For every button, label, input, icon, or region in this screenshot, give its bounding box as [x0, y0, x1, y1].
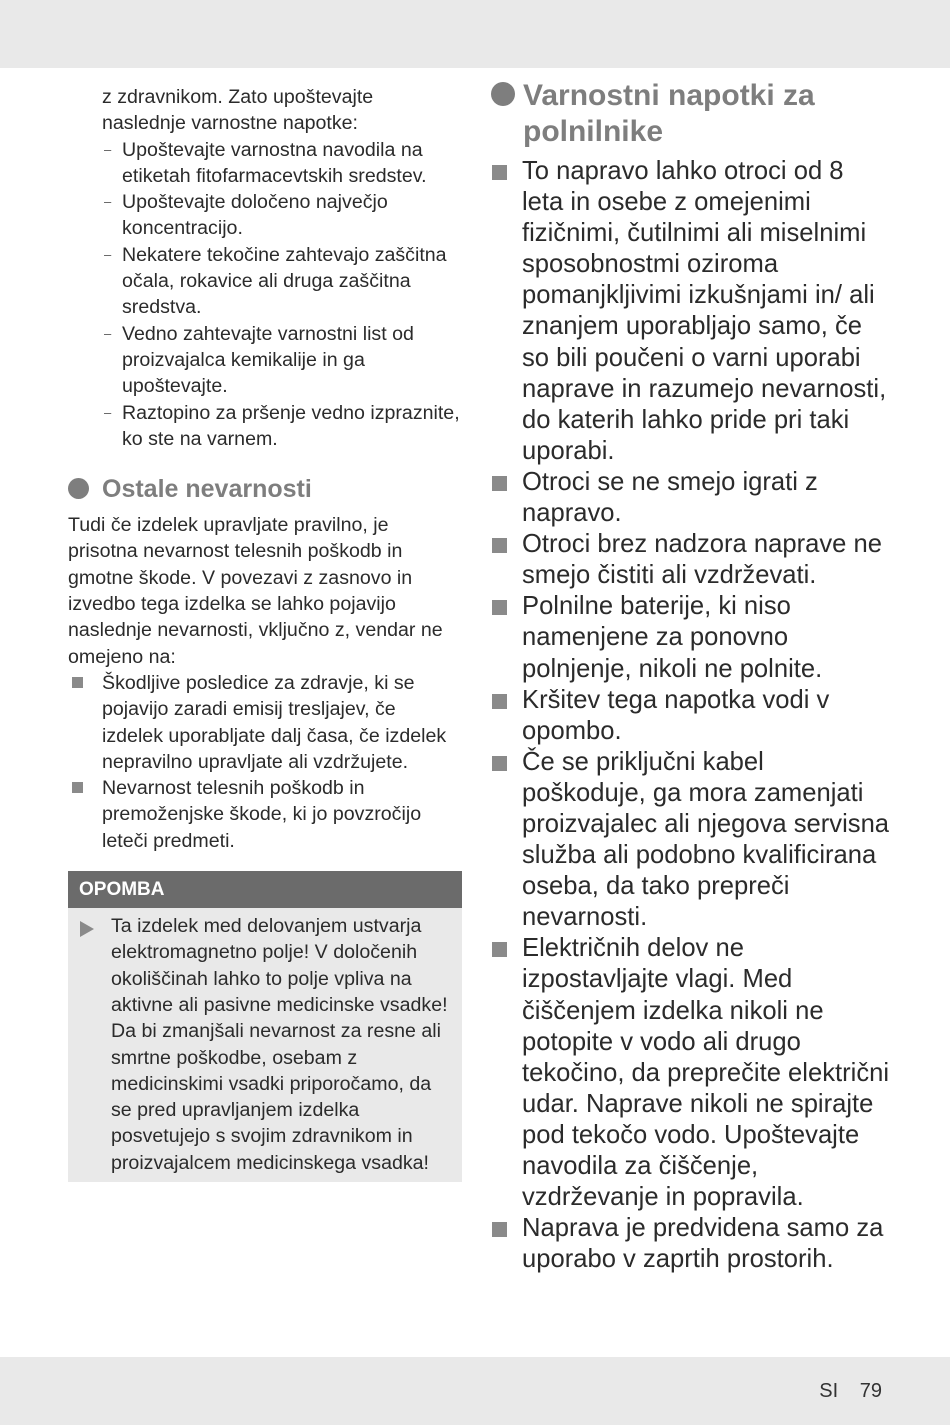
list-item — [491, 156, 891, 467]
list-item — [491, 467, 891, 529]
circle-bullet-icon — [491, 82, 515, 106]
square-bullet-icon — [492, 165, 507, 180]
list-item-text: Otroci brez nadzora naprave ne smejo čistiti ali vzdrževati. — [522, 530, 882, 590]
list-item — [491, 933, 891, 1213]
list-item-text: Električnih delov ne izpostavljajte vlagi. Med čiščenjem izdelka nikoli ne potopite v vodo ali drugo tekočino, da preprečite električni udar. Naprave nikoli ne spirajte pod tekočo vodo. Upoštevajte navodila za čiščenje, vzdrževanje in popravila. — [522, 934, 890, 1212]
square-bullet-icon — [492, 600, 507, 615]
list-item-text: Otroci se ne smejo igrati z napravo. — [522, 467, 818, 528]
square-bullet-icon — [492, 942, 507, 957]
list-item-text: Škodljive posledice za zdravje, ki se pojavijo zaradi emisij tresljajev, če izdelek uporabljate dalj časa, če izdelek nepravilno upravljate ali vzdržujete. — [102, 671, 447, 773]
square-bullet-icon — [72, 677, 83, 688]
list-item-text: Če se priključni kabel poškoduje, ga mora zamenjati proizvajalec ali njegova servisna služba ali podobno kvalificirana oseba, da tako prepreči nevarnosti. — [522, 747, 890, 932]
language-code: SI — [819, 1380, 839, 1402]
section-heading-text: Varnostni napotki za polnilnike — [523, 79, 815, 148]
list-item-text: Naprava je predvidena samo za uporabo v zaprtih prostorih. — [522, 1214, 884, 1274]
circle-bullet-icon — [68, 478, 89, 499]
square-bullet-icon — [492, 538, 507, 553]
note-body — [68, 908, 462, 1182]
square-bullet-icon — [492, 756, 507, 771]
body-paragraph: Tudi če izdelek upravljate pravilno, je prisotna nevarnost telesnih poškodb in gmotne škode. V povezavi z zasnovo in izvedbo tega izdelka se lahko pojavijo naslednje nevarnosti, vključno z, vendar ne omejeno na: — [68, 514, 443, 668]
note-box — [68, 871, 462, 1182]
list-item: – Nekatere tekočine zahtevajo zaščitna očala, rokavice ali druga zaščitna sredstva. — [102, 242, 462, 321]
header-band — [0, 0, 950, 68]
page-footer — [819, 1380, 882, 1403]
list-item — [491, 1213, 891, 1275]
square-bullet-icon — [492, 694, 507, 709]
list-item-text: Nevarnost telesnih poškodb in premoženjske škode, ki jo povzročijo leteči predmeti. — [102, 777, 422, 852]
footer-band — [0, 1357, 950, 1425]
left-column — [68, 84, 462, 1182]
square-bullet-icon — [492, 1222, 507, 1237]
section-heading-text: Ostale nevarnosti — [102, 475, 312, 504]
list-item — [491, 529, 891, 591]
list-item: – Vedno zahtevajte varnostni list od proizvajalca kemikalije in ga upoštevajte. — [102, 321, 462, 400]
bullet-list — [68, 670, 462, 854]
note-text: Ta izdelek med delovanjem ustvarja elektromagnetno polje! V določenih okoliščinah lahko to polje vpliva na aktivne ali pasivne medicinske vsadke! Da bi zmanjšali nevarnost za resne ali smrtne poškodbe, osebam z medicinskimi vsadki priporočamo, da se pred upravljanjem izdelka posvetujejo s svojim zdravnikom in proizvajalcem medicinskega vsadka! — [111, 915, 448, 1174]
list-item — [491, 591, 891, 684]
dash-list — [68, 137, 462, 453]
triangle-arrow-icon — [80, 921, 94, 937]
list-item-text: Kršitev tega napotka vodi v opombo. — [522, 685, 830, 745]
list-item-text: To napravo lahko otroci od 8 leta in osebe z omejenimi fizičnimi, čutilnimi ali miselnimi sposobnostmi oziroma pomanjkljivimi izkušnjami in/ ali znanjem uporabljajo samo, če so bili poučeni o varni uporabi naprave in razumejo nevarnosti, do katerih lahko pride pri taki uporabi. — [522, 157, 887, 465]
section-heading-varnostni-napotki — [491, 78, 891, 150]
list-item — [491, 685, 891, 747]
page-number: 79 — [859, 1380, 882, 1402]
list-item — [491, 747, 891, 934]
section-heading-ostale-nevarnosti — [68, 474, 462, 504]
list-item: – Raztopino za pršenje vedno izpraznite, ko ste na varnem. — [102, 400, 462, 453]
list-item: – Upoštevajte določeno največjo koncentracijo. — [102, 189, 462, 242]
list-item: – Upoštevajte varnostna navodila na etiketah fitofarmacevtskih sredstev. — [102, 137, 462, 190]
square-bullet-icon — [492, 476, 507, 491]
list-item — [68, 670, 462, 775]
note-title: OPOMBA — [68, 871, 462, 908]
list-item-text: Polnilne baterije, ki niso namenjene za ponovno polnjenje, nikoli ne polnite. — [522, 592, 823, 683]
square-bullet-icon — [72, 782, 83, 793]
list-item — [68, 775, 462, 854]
right-column — [491, 79, 891, 1275]
intro-text: z zdravnikom. Zato upoštevajte naslednje varnostne napotke: — [102, 86, 374, 135]
bullet-list — [491, 156, 891, 1275]
